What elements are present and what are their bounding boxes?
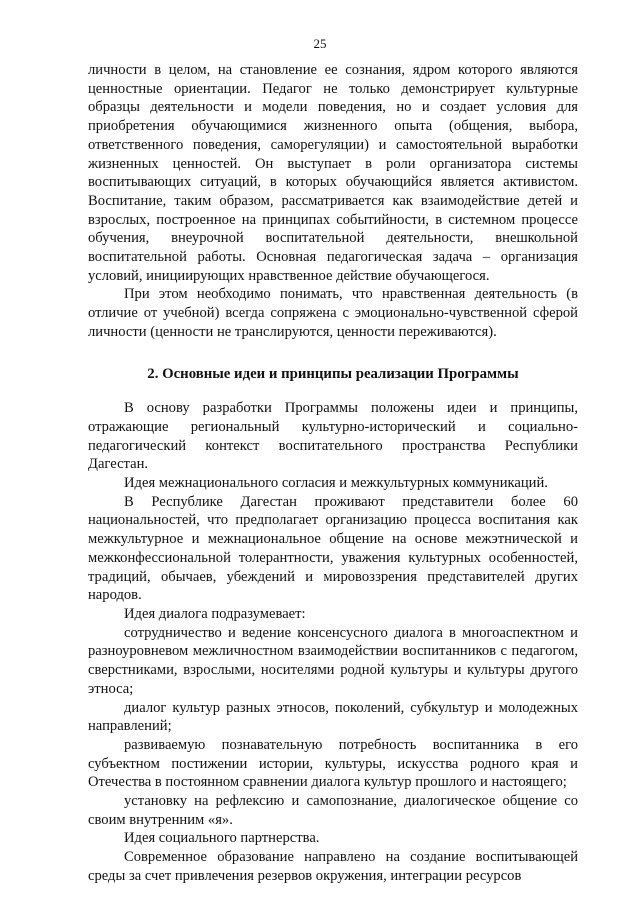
paragraph: личности в целом, на становление ее сознания, ядром которого являются ценностные ориентации. Педагог не только демонстрирует культурные образцы деятельности и модели поведения, но и создает условия для приобретения обучающимися жизненного опыта (общения, выбора, ответственного поведения, саморегуляции) и самостоятельной выработки жизненных ценностей. Он выступает в роли организатора системы воспитывающих ситуаций, в которых обучающийся является активистом. Воспитание, таким образом, рассматривается как взаимодействие детей и взрослых, построенное на принципах событийности, в системном процессе обучения, внеурочной воспитательной деятельности, внешкольной воспитательной работы. Основная педагогическая задача – организация условий, инициирующих нравственное действие обучающегося. bbox=[88, 62, 578, 284]
list-item: установку на рефлексию и самопознание, диалогическое общение со своим внутренним «я». bbox=[88, 793, 578, 828]
body-text bbox=[88, 61, 578, 886]
paragraph: Современное образование направлено на создание воспитывающей среды за счет привлечения резервов окружения, интеграции ресурсов bbox=[88, 849, 578, 884]
list-item: развиваемую познавательную потребность воспитанника в его субъектном постижении истории, культуры, искусства родного края и Отечества в постоянном сравнении диалога культур прошлого и настоящего; bbox=[88, 736, 578, 791]
paragraph: При этом необходимо понимать, что нравственная деятельность (в отличие от учебной) всегда сопряжена с эмоционально-чувственной сферой личности (ценности не транслируются, ценности переживаются). bbox=[88, 286, 578, 340]
list-item: сотрудничество и ведение консенсусного диалога в многоаспектном и разноуровневом межличностном взаимодействии воспитанников с педагогом, сверстниками, взрослыми, носителями родной культуры и культуры другого этноса; bbox=[88, 624, 578, 697]
list-item: диалог культур разных этносов, поколений, субкультур и молодежных направлений; bbox=[88, 699, 578, 735]
paragraph: В Республике Дагестан проживают представители более 60 национальностей, что предполагает организацию процесса воспитания как межкультурное и межнациональное общение на основе межэтнической и межконфессиональной толерантности, уважения культурных особенностей, традиций, обычаев, убеждений и мировоззрения представителей других народов. bbox=[88, 493, 578, 604]
section-heading: 2. Основные идеи и принципы реализации Программы bbox=[147, 365, 519, 382]
paragraph: Идея социального партнерства. bbox=[124, 830, 320, 847]
paragraph: Идея диалога подразумевает: bbox=[124, 605, 306, 622]
paragraph: В основу разработки Программы положены идеи и принципы, отражающие региональный культурно-исторический и социально-педагогический контекст воспитательного пространства Республики Дагестан. bbox=[88, 400, 578, 473]
paragraph: Идея межнационального согласия и межкультурных коммуникаций. bbox=[124, 475, 548, 492]
page-number: 25 bbox=[313, 36, 327, 51]
